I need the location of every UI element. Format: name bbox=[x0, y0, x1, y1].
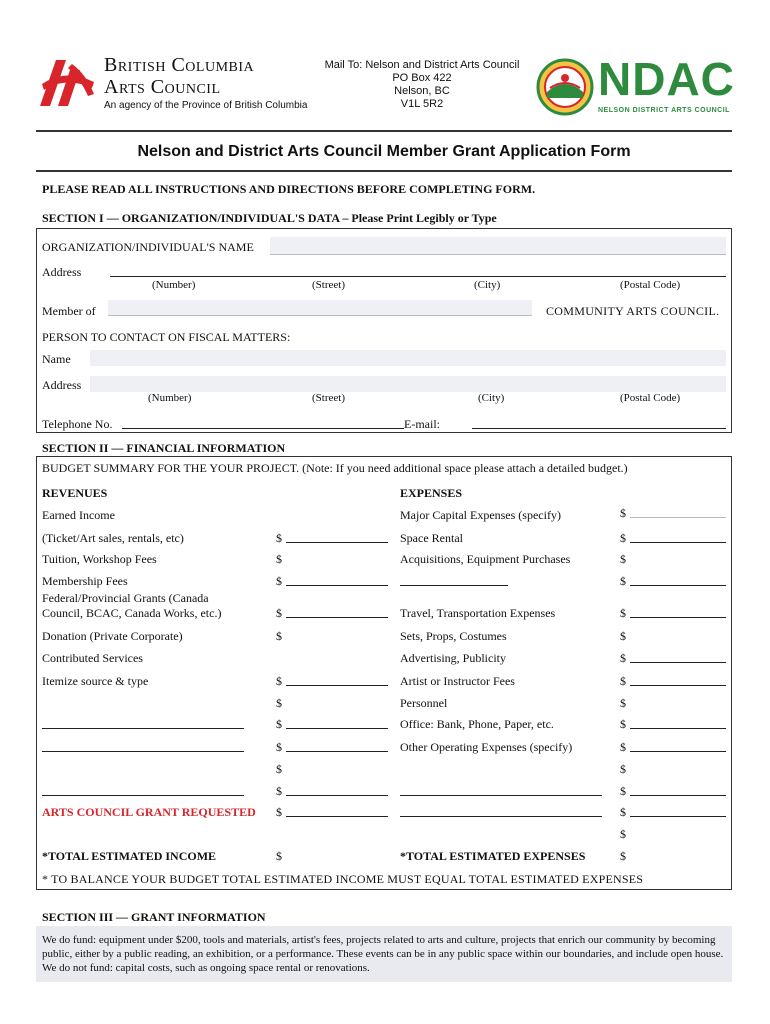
currency-sign: $ bbox=[620, 717, 626, 731]
rev-itemize-line[interactable] bbox=[42, 728, 244, 729]
currency-sign: $ bbox=[276, 696, 282, 710]
currency-sign: $ bbox=[276, 717, 282, 731]
currency-sign: $ bbox=[620, 651, 626, 665]
currency-sign: $ bbox=[620, 762, 626, 776]
contact-street-caption: (Street) bbox=[312, 392, 345, 404]
total-expenses-label: *TOTAL ESTIMATED EXPENSES bbox=[400, 849, 586, 863]
form-title: Nelson and District Arts Council Member Grant Application Form bbox=[137, 143, 631, 160]
exp-specify-line[interactable] bbox=[400, 816, 602, 817]
member-of-field[interactable] bbox=[108, 300, 532, 316]
currency-sign: $ bbox=[276, 805, 282, 819]
exp-capital: Major Capital Expenses (specify) bbox=[400, 508, 561, 522]
currency-sign: $ bbox=[276, 552, 282, 566]
email-line[interactable] bbox=[472, 428, 726, 429]
rev-membership: Membership Fees bbox=[42, 574, 128, 588]
address-postal-caption: (Postal Code) bbox=[620, 279, 681, 291]
telephone-line[interactable] bbox=[122, 428, 404, 429]
rev-itemize-line[interactable] bbox=[42, 751, 244, 752]
exp-advertising: Advertising, Publicity bbox=[400, 651, 506, 665]
mail-to-block bbox=[312, 59, 532, 111]
contact-name-label: Name bbox=[42, 352, 71, 366]
rev-earned-income: Earned Income bbox=[42, 508, 115, 522]
exp-acquisitions: Acquisitions, Equipment Purchases bbox=[400, 552, 571, 566]
exp-amount-line[interactable] bbox=[630, 685, 726, 686]
ndac-logo: NDAC bbox=[598, 53, 735, 105]
currency-sign: $ bbox=[620, 552, 626, 566]
rev-grants-line2: Council, BCAC, Canada Works, etc.) bbox=[42, 606, 222, 620]
address-label: Address bbox=[42, 265, 82, 279]
address-street-caption: (Street) bbox=[312, 279, 345, 291]
rev-itemize: Itemize source & type bbox=[42, 674, 149, 688]
budget-summary: BUDGET SUMMARY FOR THE YOUR PROJECT. (Note: If you need additional space please attach a detailed budget.) bbox=[42, 461, 628, 475]
rev-amount-line[interactable] bbox=[286, 617, 388, 618]
currency-sign: $ bbox=[276, 762, 282, 776]
currency-sign: $ bbox=[620, 740, 626, 754]
address-line[interactable] bbox=[110, 276, 726, 277]
address-number-caption: (Number) bbox=[152, 279, 196, 291]
ndac-subtitle: NELSON DISTRICT ARTS COUNCIL bbox=[598, 107, 730, 114]
bcac-logo bbox=[36, 54, 98, 112]
contact-city-caption: (City) bbox=[478, 392, 505, 404]
exp-specify-line[interactable] bbox=[400, 795, 602, 796]
bcac-name-line2: Arts Council bbox=[104, 76, 221, 98]
rev-amount-line[interactable] bbox=[286, 751, 388, 752]
section3-title: SECTION III — GRANT INFORMATION bbox=[42, 910, 266, 924]
ndac-circle-emblem bbox=[536, 58, 594, 116]
org-name-label: ORGANIZATION/INDIVIDUAL'S NAME bbox=[42, 240, 254, 254]
currency-sign: $ bbox=[276, 740, 282, 754]
member-of-line bbox=[108, 315, 532, 316]
currency-sign: $ bbox=[620, 574, 626, 588]
section2-box bbox=[36, 456, 732, 890]
currency-sign: $ bbox=[620, 805, 626, 819]
exp-space-rental: Space Rental bbox=[400, 531, 463, 545]
grant-requested-label: ARTS COUNCIL GRANT REQUESTED bbox=[42, 805, 256, 819]
contact-address-label: Address bbox=[42, 378, 82, 392]
revenues-heading: REVENUES bbox=[42, 486, 108, 500]
expenses-heading: EXPENSES bbox=[400, 486, 463, 500]
exp-amount-line[interactable] bbox=[630, 585, 726, 586]
fiscal-contact-label: PERSON TO CONTACT ON FISCAL MATTERS: bbox=[42, 330, 291, 344]
exp-travel: Travel, Transportation Expenses bbox=[400, 606, 556, 620]
section1-title: SECTION I — ORGANIZATION/INDIVIDUAL'S DATA – Please Print Legibly or Type bbox=[42, 211, 497, 225]
balance-note: * TO BALANCE YOUR BUDGET TOTAL ESTIMATED INCOME MUST EQUAL TOTAL ESTIMATED EXPENSES bbox=[42, 872, 644, 886]
rev-amount-line[interactable] bbox=[286, 816, 388, 817]
exp-artist-fees: Artist or Instructor Fees bbox=[400, 674, 515, 688]
currency-sign: $ bbox=[620, 531, 626, 545]
exp-specify-line[interactable] bbox=[400, 585, 508, 586]
exp-office: Office: Bank, Phone, Paper, etc. bbox=[400, 717, 554, 731]
currency-sign: $ bbox=[276, 849, 282, 863]
total-income-label: *TOTAL ESTIMATED INCOME bbox=[42, 849, 217, 863]
currency-sign: $ bbox=[620, 606, 626, 620]
bcac-tagline: An agency of the Province of British Columbia bbox=[104, 100, 308, 111]
exp-amount-line[interactable] bbox=[630, 816, 726, 817]
currency-sign: $ bbox=[620, 629, 626, 643]
exp-personnel: Personnel bbox=[400, 696, 448, 710]
exp-amount-line[interactable] bbox=[630, 542, 726, 543]
mail-to-line1: Mail To: Nelson and District Arts Council bbox=[324, 59, 520, 71]
exp-amount-line[interactable] bbox=[630, 751, 726, 752]
email-label: E-mail: bbox=[404, 417, 440, 431]
address-city-caption: (City) bbox=[474, 279, 501, 291]
exp-other-operating: Other Operating Expenses (specify) bbox=[400, 740, 573, 754]
instructions: PLEASE READ ALL INSTRUCTIONS AND DIRECTIONS BEFORE COMPLETING FORM. bbox=[42, 182, 536, 196]
rev-grants-line1: Federal/Provincial Grants (Canada bbox=[42, 591, 209, 605]
currency-sign: $ bbox=[276, 606, 282, 620]
currency-sign: $ bbox=[620, 506, 626, 520]
currency-sign: $ bbox=[620, 674, 626, 688]
rev-donation: Donation (Private Corporate) bbox=[42, 629, 183, 643]
currency-sign: $ bbox=[620, 784, 626, 798]
currency-sign: $ bbox=[620, 849, 626, 863]
telephone-label: Telephone No. bbox=[42, 417, 113, 431]
org-name-field[interactable] bbox=[270, 237, 726, 255]
currency-sign: $ bbox=[620, 696, 626, 710]
currency-sign: $ bbox=[276, 784, 282, 798]
section2-title: SECTION II — FINANCIAL INFORMATION bbox=[42, 441, 286, 455]
currency-sign: $ bbox=[620, 827, 626, 841]
rev-amount-line[interactable] bbox=[286, 728, 388, 729]
org-name-line bbox=[270, 254, 726, 255]
currency-sign: $ bbox=[276, 574, 282, 588]
contact-postal-caption: (Postal Code) bbox=[620, 392, 681, 404]
contact-address-field[interactable] bbox=[90, 376, 726, 392]
exp-amount-line[interactable] bbox=[630, 517, 726, 518]
exp-amount-line[interactable] bbox=[630, 728, 726, 729]
header-rule-bottom bbox=[36, 170, 732, 172]
mail-to-line2: PO Box 422 bbox=[392, 72, 452, 84]
currency-sign: $ bbox=[276, 674, 282, 688]
currency-sign: $ bbox=[276, 629, 282, 643]
contact-number-caption: (Number) bbox=[148, 392, 192, 404]
exp-amount-line[interactable] bbox=[630, 617, 726, 618]
rev-contributed: Contributed Services bbox=[42, 651, 143, 665]
rev-amount-line[interactable] bbox=[286, 542, 388, 543]
rev-ticket-sales: (Ticket/Art sales, rentals, etc) bbox=[42, 531, 184, 545]
community-label: COMMUNITY ARTS COUNCIL. bbox=[546, 304, 720, 318]
mail-to-line4: V1L 5R2 bbox=[400, 98, 444, 110]
mail-to-line3: Nelson, BC bbox=[394, 85, 450, 97]
rev-amount-line[interactable] bbox=[286, 795, 388, 796]
rev-tuition: Tuition, Workshop Fees bbox=[42, 552, 157, 566]
contact-name-field[interactable] bbox=[90, 350, 726, 366]
section3-body: We do fund: equipment under $200, tools and materials, artist's fees, projects related to arts and culture, projects that enrich our community by becoming public, either by a public reading, an exhibition, or a performance. These events can be in any public space within our boundaries, and include open house. We do not fund: capital costs, such as ongoing space rental or renovations. bbox=[42, 934, 724, 974]
rev-amount-line[interactable] bbox=[286, 585, 388, 586]
exp-amount-line[interactable] bbox=[630, 662, 726, 663]
exp-amount-line[interactable] bbox=[630, 795, 726, 796]
header-rule-top bbox=[36, 130, 732, 132]
rev-amount-line[interactable] bbox=[286, 685, 388, 686]
currency-sign: $ bbox=[276, 531, 282, 545]
exp-sets: Sets, Props, Costumes bbox=[400, 629, 507, 643]
member-of-label: Member of bbox=[42, 304, 96, 318]
bcac-name-line1: British Columbia bbox=[104, 54, 255, 76]
rev-itemize-line[interactable] bbox=[42, 795, 244, 796]
